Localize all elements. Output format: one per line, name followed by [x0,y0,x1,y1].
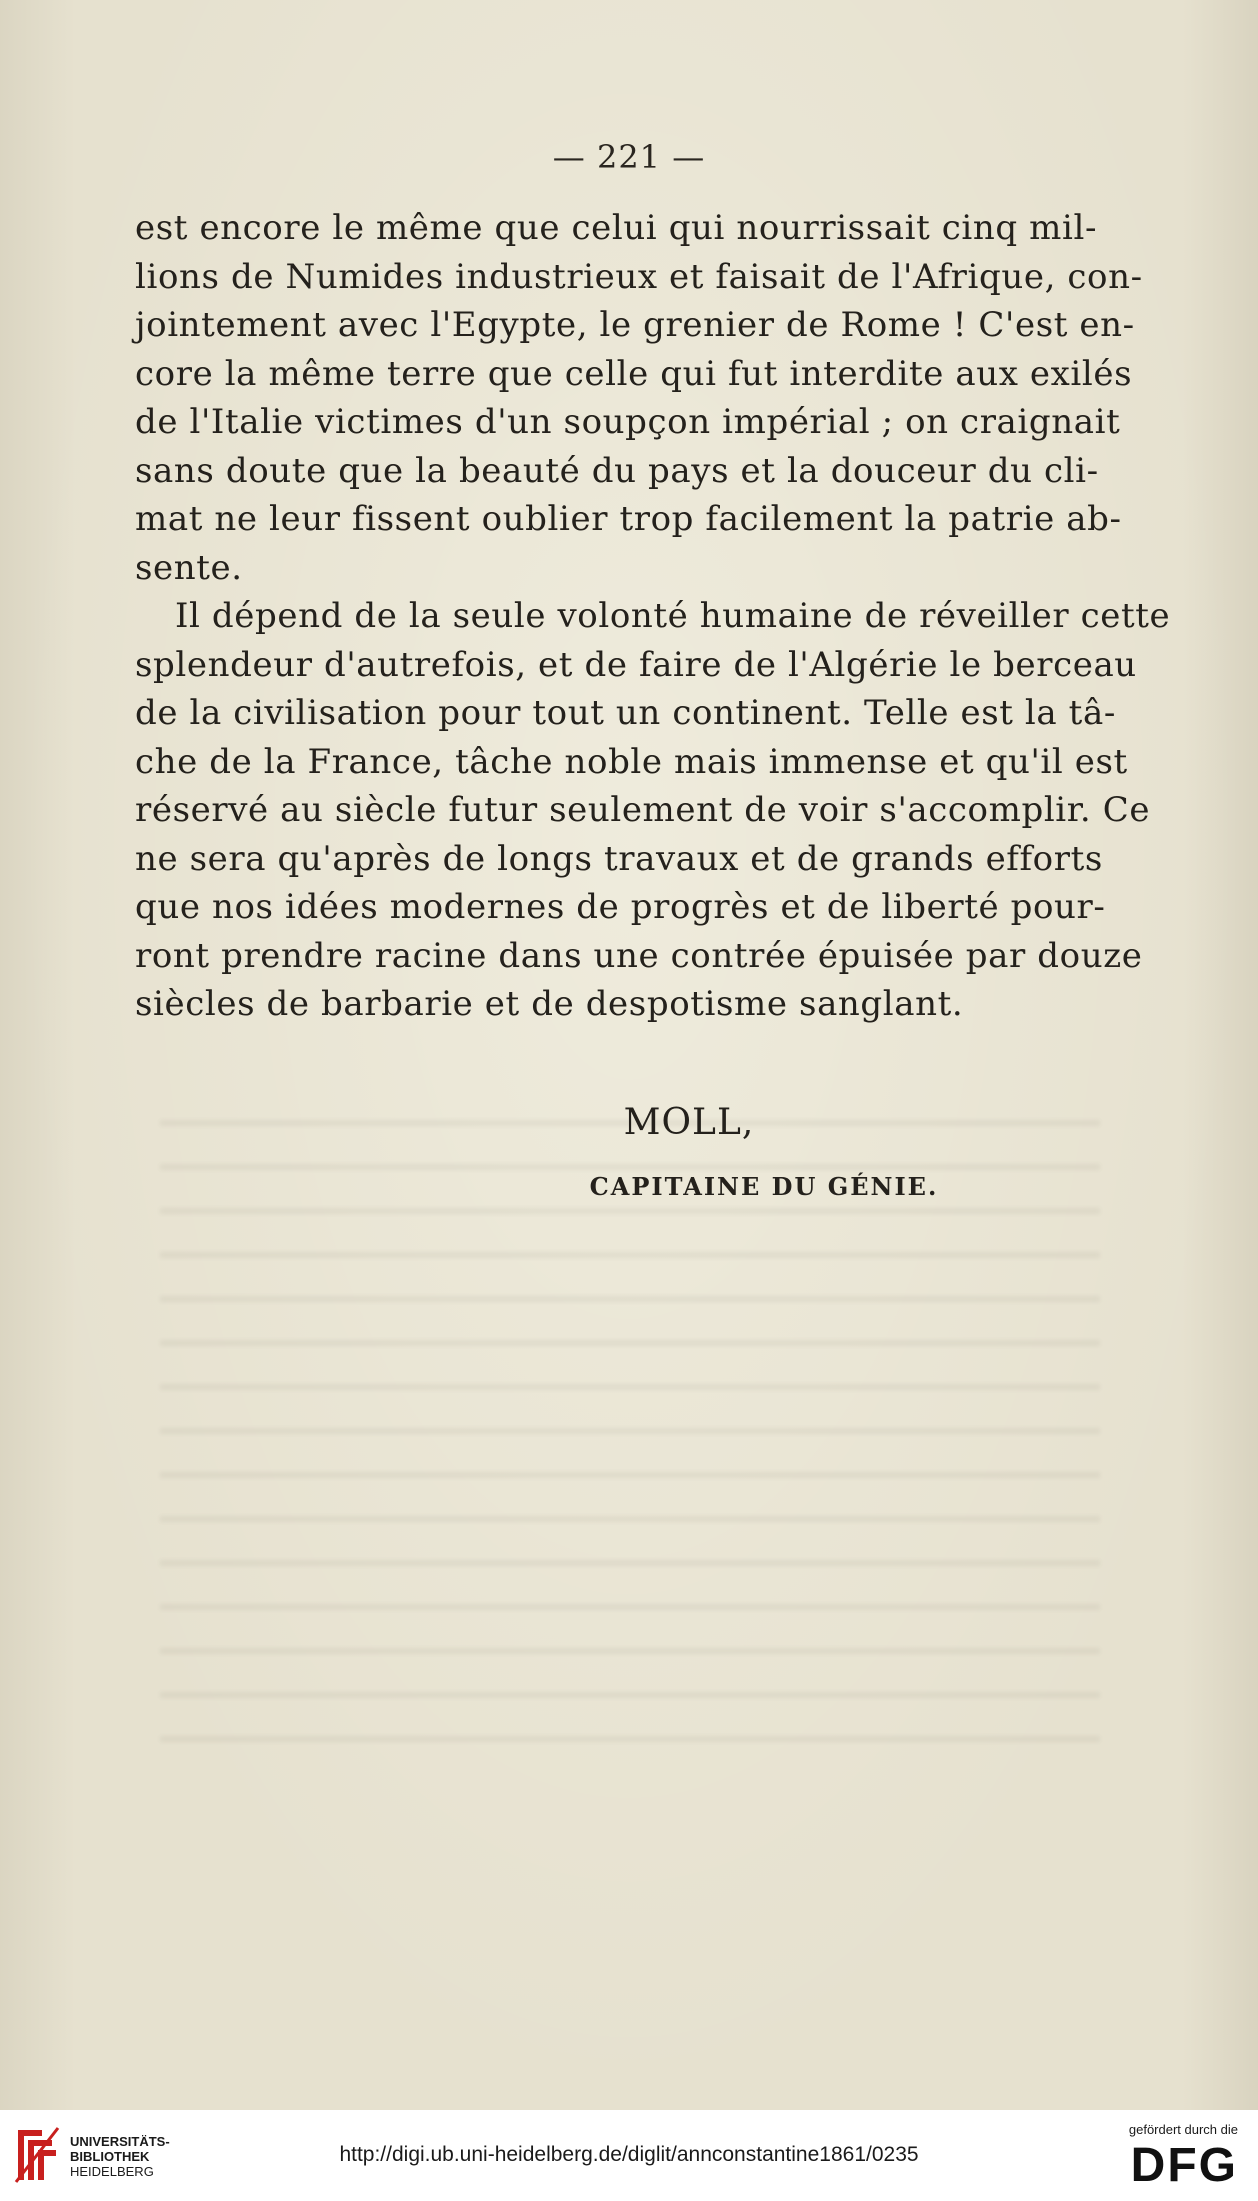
text-line: est encore le même que celui qui nourrissait cinq mil- [135,208,1098,248]
permalink-url[interactable]: http://digi.ub.uni-heidelberg.de/diglit/annconstantine1861/0235 [339,2143,919,2166]
text-line: ne sera qu'après de longs travaux et de grands efforts [135,838,1103,879]
text-line: sans doute que la beauté du pays et la douceur du cli- [135,450,1099,491]
text-line: que nos idées modernes de progrès et de liberté pour- [135,887,1106,927]
text-line: sente. [135,547,243,588]
text-line: de l'Italie victimes d'un soupçon impérial ; on craignait [135,402,1121,442]
text-line: ront prendre racine dans une contrée épuisée par douze [135,935,1143,976]
signature: MOLL, [623,1102,755,1143]
library-name-line: BIBLIOTHEK [70,2149,150,2164]
page-number: — 221 — [552,138,706,176]
text-line: che de la France, tâche noble mais immense et qu'il est [135,741,1128,782]
text-line: lions de Numides industrieux et faisait de l'Afrique, con- [135,256,1143,297]
footer-bar [0,2110,1258,2201]
text-line: réservé au siècle futur seulement de voir s'accomplir. Ce [135,790,1151,830]
text-line: Il dépend de la seule volonté humaine de réveiller cette [175,596,1171,636]
sponsor-caption: gefördert durch die [1128,2122,1238,2137]
body-text [135,204,1171,1029]
text-line: de la civilisation pour tout un continent. Telle est la tâ- [135,693,1116,733]
text-line: mat ne leur fissent oublier trop facilement la patrie ab- [135,499,1122,539]
text-line: jointement avec l'Egypte, le grenier de Rome ! C'est en- [135,305,1135,345]
text-line: core la même terre que celle qui fut interdite aux exilés [135,353,1133,394]
text-line: splendeur d'autrefois, et de faire de l'Algérie le berceau [135,644,1137,685]
text-line: siècles de barbarie et de despotisme sanglant. [135,984,964,1024]
signature-title: CAPITAINE DU GÉNIE. [589,1172,939,1201]
bleed-through-texture [160,1120,1100,1780]
library-name-line: UNIVERSITÄTS- [70,2134,170,2149]
library-name-line: HEIDELBERG [70,2164,154,2179]
dfg-logo[interactable]: DFG [1130,2139,1238,2192]
